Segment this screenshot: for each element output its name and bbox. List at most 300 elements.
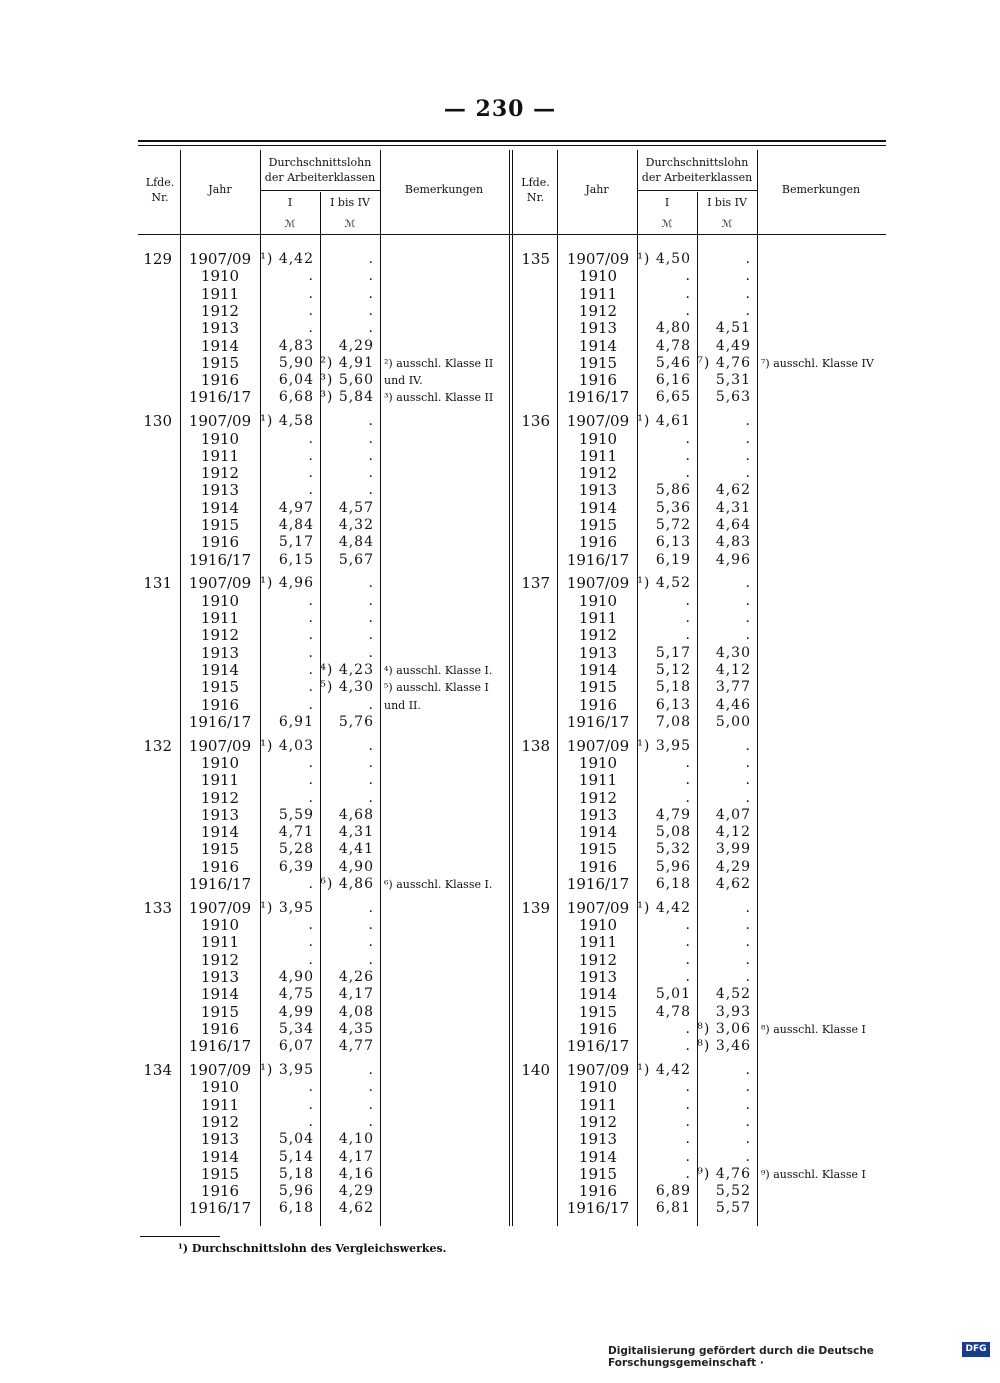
year-cell: 1915 bbox=[578, 353, 618, 372]
wage-class-i-iv: . bbox=[745, 251, 751, 267]
wage-class-i-iv: . bbox=[745, 285, 751, 302]
wage-class-i-iv: 4,35 bbox=[338, 1020, 374, 1037]
year-cell: 1912 bbox=[200, 950, 240, 969]
wage-class-i: 5,01 bbox=[655, 986, 691, 1003]
wage-class-i: 4,78 bbox=[655, 337, 691, 354]
wage-class-i: 4,90 bbox=[278, 969, 314, 985]
wage-class-i-iv: 4,84 bbox=[338, 534, 374, 551]
wage-class-i: . bbox=[685, 754, 691, 771]
wage-class-i-iv: . bbox=[745, 1148, 751, 1165]
year-cell: 1913 bbox=[200, 319, 240, 338]
header-durchschnittslohn: Durchschnittslohn der Arbeiterklassen bbox=[641, 156, 753, 184]
header-col-i-bis-iv: I bis IV bbox=[707, 196, 747, 209]
remark: ⁵) ausschl. Klasse I bbox=[384, 681, 489, 695]
year-cell: 1912 bbox=[578, 301, 618, 320]
wage-class-i-iv: . bbox=[368, 430, 374, 447]
wage-class-i: 5,72 bbox=[655, 517, 691, 533]
year-cell: 1907/09 bbox=[188, 574, 252, 593]
row-number: 139 bbox=[521, 898, 550, 917]
wage-class-i-iv: 4,32 bbox=[338, 517, 374, 533]
wage-class-i: . bbox=[308, 772, 314, 789]
wage-class-i: 7,08 bbox=[655, 713, 691, 730]
year-cell: 1907/09 bbox=[188, 898, 252, 917]
year-cell: 1915 bbox=[200, 840, 240, 859]
wage-class-i-iv: 4,29 bbox=[715, 858, 751, 875]
year-cell: 1914 bbox=[578, 660, 618, 679]
year-cell: 1912 bbox=[578, 1112, 618, 1131]
year-cell: 1916 bbox=[200, 533, 240, 552]
wage-class-i: ¹) 4,58 bbox=[260, 413, 314, 430]
year-cell: 1916 bbox=[200, 695, 240, 714]
wage-class-i-iv: 4,77 bbox=[338, 1038, 374, 1055]
wage-class-i: 4,83 bbox=[278, 337, 314, 354]
wage-class-i-iv: ⁴) 4,23 bbox=[320, 661, 374, 678]
year-cell: 1907/09 bbox=[566, 412, 630, 431]
wage-class-i-iv: . bbox=[745, 592, 751, 609]
wage-class-i-iv: ⁸) 3,06 bbox=[697, 1020, 751, 1037]
wage-class-i: . bbox=[685, 1096, 691, 1113]
wage-class-i: . bbox=[308, 465, 314, 482]
year-cell: 1915 bbox=[578, 1002, 618, 1021]
year-cell: 1911 bbox=[578, 446, 618, 465]
year-cell: 1914 bbox=[200, 823, 240, 842]
year-cell: 1916 bbox=[200, 857, 240, 876]
year-cell: 1914 bbox=[200, 985, 240, 1004]
wage-class-i-iv: . bbox=[368, 302, 374, 319]
wage-class-i-iv: 4,29 bbox=[338, 337, 374, 354]
year-cell: 1916/17 bbox=[188, 388, 252, 407]
year-cell: 1916 bbox=[578, 857, 618, 876]
wage-class-i-iv: 4,17 bbox=[338, 986, 374, 1003]
year-cell: 1916/17 bbox=[188, 712, 252, 731]
wage-class-i-iv: 5,52 bbox=[715, 1183, 751, 1200]
year-cell: 1913 bbox=[578, 968, 618, 986]
wage-class-i-iv: . bbox=[745, 465, 751, 482]
year-cell: 1910 bbox=[200, 591, 240, 610]
row-number: 136 bbox=[521, 412, 550, 431]
wage-class-i: 6,18 bbox=[278, 1200, 314, 1217]
wage-class-i: . bbox=[308, 679, 314, 696]
wage-class-i-iv: 4,64 bbox=[715, 517, 751, 533]
wage-class-i: 6,81 bbox=[655, 1200, 691, 1217]
wage-class-i: 5,17 bbox=[655, 644, 691, 661]
wage-class-i: ¹) 4,96 bbox=[260, 575, 314, 592]
wage-class-i-iv: . bbox=[745, 1062, 751, 1078]
year-cell: 1916/17 bbox=[566, 1199, 630, 1218]
wage-class-i: 5,90 bbox=[278, 354, 314, 371]
wage-class-i-iv: 4,57 bbox=[338, 499, 374, 516]
wage-class-i: . bbox=[685, 917, 691, 934]
wage-class-i-iv: . bbox=[745, 627, 751, 644]
year-cell: 1916 bbox=[200, 371, 240, 390]
year-cell: 1916/17 bbox=[566, 388, 630, 407]
wage-class-i-iv: 3,93 bbox=[715, 1003, 751, 1020]
wage-class-i: . bbox=[308, 610, 314, 626]
year-cell: 1907/09 bbox=[566, 250, 630, 268]
wage-class-i: ¹) 4,52 bbox=[637, 575, 691, 592]
year-cell: 1907/09 bbox=[188, 1061, 252, 1079]
year-cell: 1916 bbox=[578, 371, 618, 390]
year-cell: 1914 bbox=[578, 823, 618, 842]
wage-class-i-iv: . bbox=[368, 1113, 374, 1130]
wage-class-i: ¹) 4,42 bbox=[637, 1062, 691, 1078]
table-top-rule-thin bbox=[138, 145, 886, 146]
wage-class-i-iv: . bbox=[745, 754, 751, 771]
wage-class-i-iv: . bbox=[368, 285, 374, 302]
page-number: — 230 — bbox=[443, 96, 557, 122]
header-bemerkungen: Bemerkungen bbox=[404, 183, 484, 196]
wage-class-i: . bbox=[685, 1131, 691, 1148]
wage-class-i: 5,14 bbox=[278, 1148, 314, 1165]
footnote: ¹) Durchschnittslohn des Vergleichswerkes. bbox=[178, 1242, 447, 1255]
wage-class-i-iv: . bbox=[745, 610, 751, 626]
wage-class-i-iv: 3,77 bbox=[715, 679, 751, 696]
wage-class-i: . bbox=[685, 789, 691, 806]
wage-class-i-iv: . bbox=[745, 1113, 751, 1130]
wage-class-i-iv: . bbox=[368, 737, 374, 754]
year-cell: 1914 bbox=[200, 660, 240, 679]
year-cell: 1912 bbox=[200, 301, 240, 320]
year-cell: 1916/17 bbox=[188, 1037, 252, 1056]
year-cell: 1907/09 bbox=[188, 412, 252, 431]
wage-class-i: . bbox=[308, 482, 314, 499]
wage-class-i: 4,80 bbox=[655, 320, 691, 337]
wage-class-i-iv: . bbox=[368, 465, 374, 482]
wage-class-i-iv: 4,12 bbox=[715, 824, 751, 841]
year-cell: 1912 bbox=[578, 464, 618, 483]
year-cell: 1914 bbox=[200, 498, 240, 517]
wage-class-i: 4,84 bbox=[278, 517, 314, 533]
year-cell: 1911 bbox=[200, 771, 240, 790]
year-cell: 1916/17 bbox=[566, 550, 630, 569]
wage-class-i: . bbox=[685, 610, 691, 626]
wage-class-i-iv: 4,31 bbox=[338, 824, 374, 841]
wage-class-i: 6,65 bbox=[655, 389, 691, 406]
year-cell: 1914 bbox=[200, 336, 240, 355]
wage-class-i-iv: . bbox=[745, 430, 751, 447]
year-cell: 1915 bbox=[578, 1164, 618, 1183]
wage-class-i: . bbox=[685, 1148, 691, 1165]
wage-class-i: 6,18 bbox=[655, 876, 691, 892]
column-divider bbox=[757, 150, 758, 1226]
year-cell: 1915 bbox=[578, 516, 618, 534]
header-sub-rule bbox=[260, 190, 380, 191]
wage-class-i: . bbox=[308, 302, 314, 319]
wage-class-i: . bbox=[308, 917, 314, 934]
row-number: 129 bbox=[143, 250, 172, 268]
year-cell: 1912 bbox=[578, 626, 618, 645]
wage-class-i-iv: ⁷) 4,76 bbox=[697, 354, 751, 371]
wage-class-i: . bbox=[685, 969, 691, 985]
header-unit: ℳ bbox=[344, 219, 356, 230]
wage-class-i: . bbox=[308, 754, 314, 771]
column-divider bbox=[557, 150, 558, 1226]
wage-class-i: 5,32 bbox=[655, 841, 691, 858]
wage-class-i: . bbox=[685, 934, 691, 951]
year-cell: 1911 bbox=[200, 933, 240, 952]
row-number: 133 bbox=[143, 898, 172, 917]
wage-class-i-iv: 4,90 bbox=[338, 858, 374, 875]
wage-class-i-iv: . bbox=[368, 627, 374, 644]
column-divider bbox=[180, 150, 181, 1226]
wage-class-i: . bbox=[308, 320, 314, 337]
year-cell: 1912 bbox=[200, 626, 240, 645]
wage-class-i: 4,78 bbox=[655, 1003, 691, 1020]
wage-class-i: ¹) 4,61 bbox=[637, 413, 691, 430]
wage-class-i: 6,39 bbox=[278, 858, 314, 875]
year-cell: 1911 bbox=[200, 609, 240, 627]
wage-class-i-iv: . bbox=[368, 1096, 374, 1113]
year-cell: 1910 bbox=[200, 753, 240, 772]
wage-class-i-iv: . bbox=[368, 1062, 374, 1078]
wage-class-i: 6,91 bbox=[278, 713, 314, 730]
wage-class-i-iv: . bbox=[745, 789, 751, 806]
wage-class-i-iv: . bbox=[745, 413, 751, 430]
wage-class-i-iv: 4,46 bbox=[715, 696, 751, 713]
row-number: 135 bbox=[521, 250, 550, 268]
wage-class-i: 6,13 bbox=[655, 534, 691, 551]
wage-class-i-iv: 4,07 bbox=[715, 806, 751, 823]
wage-class-i-iv: ²) 4,91 bbox=[320, 354, 374, 371]
wage-class-i: 5,18 bbox=[278, 1165, 314, 1182]
year-cell: 1910 bbox=[200, 267, 240, 286]
wage-class-i-iv: 4,31 bbox=[715, 499, 751, 516]
wage-class-i-iv: 4,30 bbox=[715, 644, 751, 661]
wage-class-i: ¹) 4,50 bbox=[637, 251, 691, 267]
wage-class-i: . bbox=[685, 1165, 691, 1182]
header-col-i-bis-iv: I bis IV bbox=[330, 196, 370, 209]
wage-class-i-iv: 5,31 bbox=[715, 372, 751, 389]
wage-class-i-iv: ⁸) 3,46 bbox=[697, 1038, 751, 1055]
year-cell: 1912 bbox=[578, 950, 618, 969]
remark: ⁸) ausschl. Klasse I bbox=[761, 1022, 866, 1036]
wage-class-i-iv: 4,49 bbox=[715, 337, 751, 354]
wage-class-i: 6,15 bbox=[278, 551, 314, 568]
wage-class-i-iv: ⁵) 4,30 bbox=[320, 679, 374, 696]
wage-class-i-iv: ⁶) 4,86 bbox=[320, 876, 374, 892]
wage-class-i: . bbox=[685, 430, 691, 447]
wage-class-i: 4,99 bbox=[278, 1003, 314, 1020]
wage-class-i: . bbox=[685, 285, 691, 302]
wage-class-i-iv: . bbox=[745, 737, 751, 754]
wage-class-i-iv: ³) 5,84 bbox=[320, 389, 374, 406]
wage-class-i-iv: . bbox=[368, 482, 374, 499]
wage-class-i: 5,96 bbox=[655, 858, 691, 875]
wage-class-i: 5,18 bbox=[655, 679, 691, 696]
wage-class-i: . bbox=[308, 789, 314, 806]
wage-class-i-iv: . bbox=[745, 1079, 751, 1096]
wage-class-i-iv: . bbox=[368, 575, 374, 592]
remark: ⁶) ausschl. Klasse I. bbox=[384, 878, 493, 891]
wage-class-i-iv: . bbox=[745, 302, 751, 319]
wage-class-i-iv: . bbox=[745, 917, 751, 934]
wage-class-i-iv: 4,08 bbox=[338, 1003, 374, 1020]
header-jahr: Jahr bbox=[585, 183, 609, 196]
year-cell: 1913 bbox=[578, 805, 618, 824]
row-number: 137 bbox=[521, 574, 550, 593]
wage-class-i: . bbox=[308, 430, 314, 447]
wage-class-i-iv: . bbox=[368, 917, 374, 934]
wage-class-i-iv: . bbox=[368, 696, 374, 713]
wage-class-i: . bbox=[308, 592, 314, 609]
year-cell: 1907/09 bbox=[566, 574, 630, 593]
wage-class-i: . bbox=[308, 696, 314, 713]
year-cell: 1911 bbox=[578, 933, 618, 952]
remark: ⁹) ausschl. Klasse I bbox=[761, 1167, 866, 1181]
year-cell: 1916/17 bbox=[188, 1199, 252, 1218]
year-cell: 1911 bbox=[578, 771, 618, 790]
wage-class-i-iv: . bbox=[745, 934, 751, 951]
wage-class-i: ¹) 4,42 bbox=[637, 899, 691, 916]
wage-class-i-iv: . bbox=[368, 413, 374, 430]
wage-class-i: . bbox=[308, 268, 314, 285]
wage-class-i-iv: . bbox=[368, 899, 374, 916]
wage-class-i-iv: 4,62 bbox=[715, 482, 751, 499]
wage-class-i-iv: . bbox=[368, 934, 374, 951]
wage-class-i: 5,12 bbox=[655, 661, 691, 678]
year-cell: 1911 bbox=[200, 284, 240, 303]
wage-class-i: . bbox=[685, 268, 691, 285]
year-cell: 1916/17 bbox=[566, 712, 630, 731]
year-cell: 1916/17 bbox=[566, 1037, 630, 1056]
year-cell: 1913 bbox=[200, 805, 240, 824]
wage-class-i: . bbox=[308, 951, 314, 968]
wage-class-i-iv: 4,68 bbox=[338, 806, 374, 823]
wage-class-i-iv: 4,16 bbox=[338, 1165, 374, 1182]
remark: und IV. bbox=[384, 374, 423, 388]
wage-class-i-iv: 5,00 bbox=[715, 713, 751, 730]
wage-class-i: . bbox=[685, 1038, 691, 1055]
year-cell: 1915 bbox=[578, 840, 618, 859]
header-nr: Lfde. Nr. bbox=[145, 176, 175, 204]
year-cell: 1915 bbox=[200, 1164, 240, 1183]
wage-class-i: 6,04 bbox=[278, 372, 314, 389]
year-cell: 1912 bbox=[200, 788, 240, 807]
remark: ³) ausschl. Klasse II bbox=[384, 391, 494, 405]
year-cell: 1910 bbox=[578, 267, 618, 286]
wage-class-i: 5,34 bbox=[278, 1020, 314, 1037]
wage-class-i: 4,79 bbox=[655, 806, 691, 823]
year-cell: 1911 bbox=[200, 1095, 240, 1114]
year-cell: 1913 bbox=[200, 1130, 240, 1149]
year-cell: 1912 bbox=[200, 1112, 240, 1131]
column-divider bbox=[380, 150, 381, 1226]
footnote-rule bbox=[140, 1236, 220, 1237]
header-col-i: I bbox=[287, 196, 293, 209]
row-number: 138 bbox=[521, 736, 550, 755]
wage-class-i-iv: . bbox=[745, 1131, 751, 1148]
header-nr: Lfde. Nr. bbox=[521, 176, 550, 204]
remark: ⁷) ausschl. Klasse IV bbox=[761, 356, 874, 370]
wage-class-i: 5,46 bbox=[655, 354, 691, 371]
wage-class-i-iv: . bbox=[368, 772, 374, 789]
table-top-rule bbox=[138, 140, 886, 142]
year-cell: 1911 bbox=[578, 1095, 618, 1114]
wage-class-i-iv: . bbox=[368, 610, 374, 626]
wage-class-i-iv: 4,26 bbox=[338, 969, 374, 985]
year-cell: 1915 bbox=[200, 678, 240, 697]
wage-class-i-iv: 4,96 bbox=[715, 551, 751, 568]
year-cell: 1915 bbox=[578, 678, 618, 697]
wage-class-i: 5,96 bbox=[278, 1183, 314, 1200]
year-cell: 1913 bbox=[578, 481, 618, 500]
dfg-logo: DFG bbox=[962, 1342, 990, 1357]
year-cell: 1916/17 bbox=[188, 875, 252, 893]
wage-class-i: . bbox=[308, 447, 314, 464]
year-cell: 1907/09 bbox=[566, 1061, 630, 1079]
wage-class-i: ¹) 4,42 bbox=[260, 251, 314, 267]
year-cell: 1915 bbox=[200, 1002, 240, 1021]
wage-class-i: . bbox=[685, 627, 691, 644]
year-cell: 1916 bbox=[200, 1182, 240, 1201]
year-cell: 1907/09 bbox=[188, 736, 252, 755]
wage-class-i: . bbox=[685, 465, 691, 482]
year-cell: 1912 bbox=[578, 788, 618, 807]
wage-class-i-iv: . bbox=[368, 754, 374, 771]
row-number: 140 bbox=[521, 1061, 550, 1079]
wage-class-i-iv: . bbox=[368, 789, 374, 806]
wage-class-i-iv: . bbox=[368, 592, 374, 609]
remark: ²) ausschl. Klasse II bbox=[384, 356, 494, 370]
wage-class-i: 4,75 bbox=[278, 986, 314, 1003]
header-unit: ℳ bbox=[284, 219, 296, 230]
wage-class-i-iv: 4,17 bbox=[338, 1148, 374, 1165]
remark: ⁴) ausschl. Klasse I. bbox=[384, 663, 493, 677]
wage-class-i-iv: 3,99 bbox=[715, 841, 751, 858]
year-cell: 1911 bbox=[200, 446, 240, 465]
year-cell: 1916 bbox=[200, 1019, 240, 1038]
year-cell: 1916 bbox=[578, 1019, 618, 1038]
wage-class-i: . bbox=[308, 934, 314, 951]
wage-class-i: . bbox=[685, 592, 691, 609]
year-cell: 1913 bbox=[578, 319, 618, 338]
wage-class-i: 4,71 bbox=[278, 824, 314, 841]
wage-class-i-iv: . bbox=[368, 320, 374, 337]
wage-class-i: . bbox=[685, 302, 691, 319]
year-cell: 1910 bbox=[578, 916, 618, 935]
year-cell: 1910 bbox=[578, 753, 618, 772]
wage-class-i-iv: 4,12 bbox=[715, 661, 751, 678]
wage-class-i-iv: 4,51 bbox=[715, 320, 751, 337]
year-cell: 1914 bbox=[200, 1147, 240, 1166]
wage-class-i-iv: 4,83 bbox=[715, 534, 751, 551]
wage-class-i: 5,86 bbox=[655, 482, 691, 499]
wage-class-i: 6,68 bbox=[278, 389, 314, 406]
wage-class-i: . bbox=[685, 447, 691, 464]
year-cell: 1916 bbox=[578, 1182, 618, 1201]
header-jahr: Jahr bbox=[208, 183, 232, 196]
year-cell: 1914 bbox=[578, 498, 618, 517]
header-col-i: I bbox=[664, 196, 670, 209]
wage-class-i: 4,97 bbox=[278, 499, 314, 516]
wage-class-i-iv: . bbox=[368, 447, 374, 464]
wage-class-i-iv: 4,10 bbox=[338, 1131, 374, 1148]
wage-class-i: 5,36 bbox=[655, 499, 691, 516]
year-cell: 1907/09 bbox=[188, 250, 252, 268]
year-cell: 1914 bbox=[578, 1147, 618, 1166]
wage-class-i-iv: ³) 5,60 bbox=[320, 372, 374, 389]
row-number: 131 bbox=[143, 574, 172, 593]
wage-class-i-iv: 4,62 bbox=[715, 876, 751, 892]
wage-class-i: . bbox=[308, 1079, 314, 1096]
wage-class-i-iv: 4,41 bbox=[338, 841, 374, 858]
year-cell: 1910 bbox=[578, 591, 618, 610]
wage-class-i: . bbox=[308, 627, 314, 644]
wage-class-i-iv: 5,67 bbox=[338, 551, 374, 568]
wage-class-i-iv: . bbox=[745, 447, 751, 464]
center-divider bbox=[509, 150, 510, 1226]
header-durchschnittslohn: Durchschnittslohn der Arbeiterklassen bbox=[264, 156, 376, 184]
